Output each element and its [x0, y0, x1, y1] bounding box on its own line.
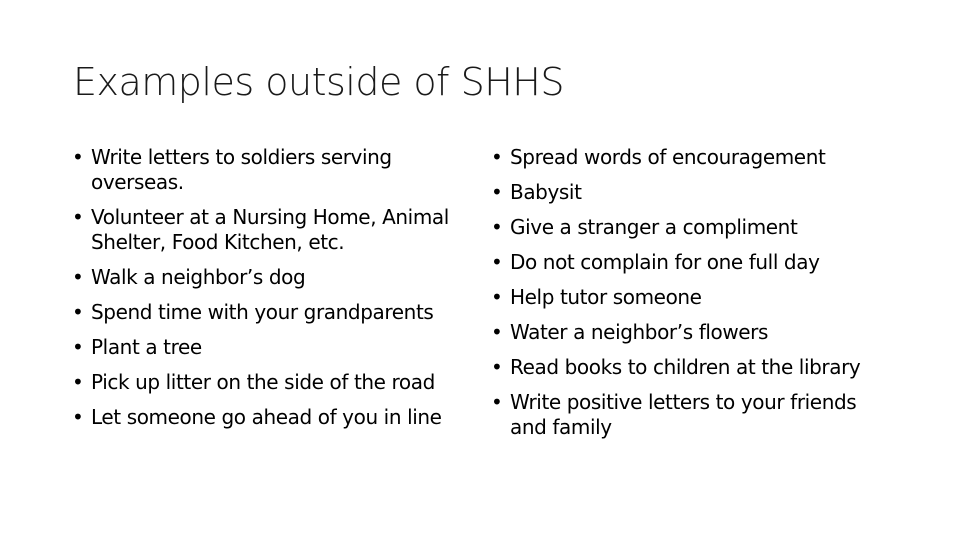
list-item-text: Water a neighbor’s flowers [510, 320, 769, 344]
bullet-icon: • [491, 320, 503, 344]
bullet-icon: • [72, 405, 84, 429]
list-item-text: Let someone go ahead of you in line [91, 405, 442, 429]
list-item [491, 390, 871, 440]
list-item [491, 215, 871, 240]
slide-title: Examples outside of SHHS [73, 60, 564, 104]
list-item [72, 300, 472, 325]
list-item [491, 145, 871, 170]
list-item-text: Do not complain for one full day [510, 250, 820, 274]
bullet-icon: • [491, 390, 503, 414]
left-bullet-list [72, 145, 472, 440]
bullet-icon: • [491, 250, 503, 274]
bullet-icon: • [72, 370, 84, 394]
list-item [72, 370, 472, 395]
list-item-text: Give a stranger a compliment [510, 215, 798, 239]
list-item-text: Volunteer at a Nursing Home, Animal Shelter, Food Kitchen, etc. [91, 205, 449, 254]
list-item [491, 320, 871, 345]
list-item [72, 335, 472, 360]
list-item [491, 180, 871, 205]
list-item-text: Help tutor someone [510, 285, 702, 309]
bullet-icon: • [72, 335, 84, 359]
list-item-text: Read books to children at the library [510, 355, 861, 379]
bullet-icon: • [491, 285, 503, 309]
bullet-icon: • [72, 265, 84, 289]
list-item [491, 250, 871, 275]
bullet-icon: • [491, 215, 503, 239]
list-item [72, 205, 472, 255]
list-item-text: Write letters to soldiers serving overseas. [91, 145, 392, 194]
bullet-icon: • [72, 205, 84, 229]
bullet-icon: • [72, 300, 84, 324]
list-item [72, 265, 472, 290]
list-item [491, 355, 871, 380]
bullet-icon: • [72, 145, 84, 169]
bullet-icon: • [491, 145, 503, 169]
list-item-text: Walk a neighbor’s dog [91, 265, 306, 289]
right-bullet-list [491, 145, 871, 450]
list-item-text: Spend time with your grandparents [91, 300, 434, 324]
list-item-text: Write positive letters to your friends and family [510, 390, 857, 439]
list-item-text: Pick up litter on the side of the road [91, 370, 435, 394]
bullet-icon: • [491, 355, 503, 379]
bullet-icon: • [491, 180, 503, 204]
list-item [72, 405, 472, 430]
list-item [72, 145, 472, 195]
list-item-text: Plant a tree [91, 335, 202, 359]
list-item-text: Spread words of encouragement [510, 145, 826, 169]
list-item [491, 285, 871, 310]
list-item-text: Babysit [510, 180, 582, 204]
